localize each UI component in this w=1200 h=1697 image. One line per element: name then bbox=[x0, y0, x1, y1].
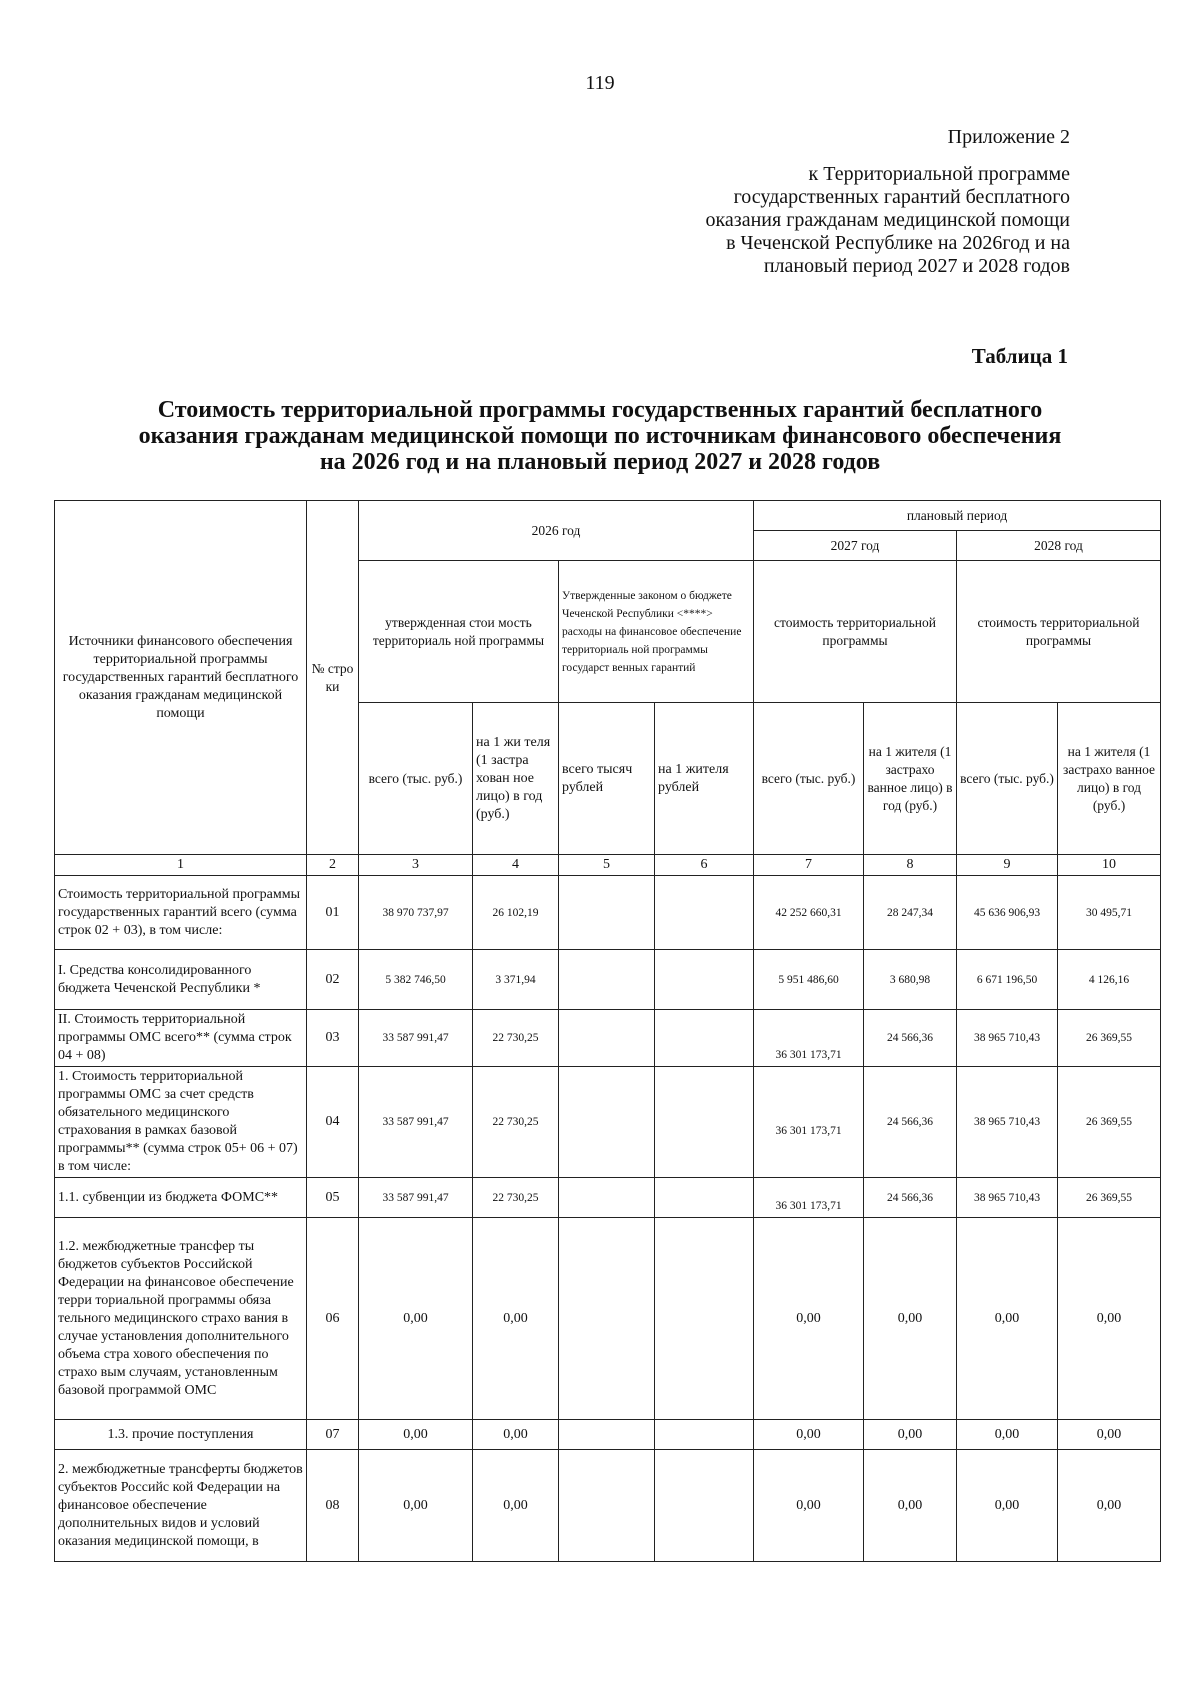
cell-value: 33 587 991,47 bbox=[359, 1010, 473, 1067]
cell-value: 38 965 710,43 bbox=[957, 1010, 1058, 1067]
cell-value bbox=[559, 1067, 655, 1178]
cell-value: 0,00 bbox=[957, 1450, 1058, 1562]
table-row bbox=[55, 876, 1161, 950]
cell-value bbox=[655, 1420, 754, 1450]
table-row bbox=[55, 1218, 1161, 1420]
cell-value bbox=[655, 1178, 754, 1218]
column-index: 10 bbox=[1058, 855, 1161, 876]
header-cost-2028: стоимость территориальной программы bbox=[957, 561, 1161, 703]
row-name: I. Средства консолидированного бюджета Чеченской Республики * bbox=[55, 950, 307, 1010]
row-name: 1. Стоимость территориальной программы ОМС за счет средств обязательного медицинского страхования в рамках базовой программы** (сумма строк 05+ 06 + 07) в том числе: bbox=[55, 1067, 307, 1178]
cell-value: 26 102,19 bbox=[473, 876, 559, 950]
cell-value bbox=[655, 950, 754, 1010]
cell-value: 26 369,55 bbox=[1058, 1010, 1161, 1067]
header-source: Источники финансового обеспечения территориальной программы государственных гарантий бесплатного оказания гражданам медицинской помощи bbox=[55, 501, 307, 855]
cell-value: 0,00 bbox=[473, 1420, 559, 1450]
row-name: II. Стоимость территориальной программы ОМС всего** (сумма строк 04 + 08) bbox=[55, 1010, 307, 1067]
cell-value: 0,00 bbox=[1058, 1450, 1161, 1562]
cell-value bbox=[559, 1420, 655, 1450]
row-name: Стоимость территориальной программы государственных гарантий всего (сумма строк 02 + 03), в том числе: bbox=[55, 876, 307, 950]
cell-value: 38 965 710,43 bbox=[957, 1178, 1058, 1218]
cell-value: 22 730,25 bbox=[473, 1178, 559, 1218]
row-code: 06 bbox=[307, 1218, 359, 1420]
cost-table bbox=[54, 500, 1161, 1562]
table-row bbox=[55, 1010, 1161, 1067]
cell-value: 22 730,25 bbox=[473, 1010, 559, 1067]
header-per-insured-2026: на 1 жи теля (1 застра хован ное лицо) в год (руб.) bbox=[473, 703, 559, 855]
row-code: 07 bbox=[307, 1420, 359, 1450]
cell-value: 0,00 bbox=[754, 1420, 864, 1450]
cell-value: 24 566,36 bbox=[864, 1010, 957, 1067]
cell-value bbox=[559, 1010, 655, 1067]
header-year-2027: 2027 год bbox=[754, 531, 957, 561]
header-per-insured-2027: на 1 жителя (1 застрахо ванное лицо) в год (руб.) bbox=[864, 703, 957, 855]
row-name: 1.3. прочие поступления bbox=[55, 1420, 307, 1450]
header-planned-period: плановый период bbox=[754, 501, 1161, 531]
row-name: 1.1. субвенции из бюджета ФОМС** bbox=[55, 1178, 307, 1218]
cell-value: 38 965 710,43 bbox=[957, 1067, 1058, 1178]
document-title: Стоимость территориальной программы государственных гарантий бесплатного оказания гражданам медицинской помощи по источникам финансового обеспечения на 2026 год и на плановый период 2027 и 2028 годов bbox=[138, 397, 1062, 475]
cell-value: 22 730,25 bbox=[473, 1067, 559, 1178]
cell-value: 33 587 991,47 bbox=[359, 1067, 473, 1178]
row-code: 05 bbox=[307, 1178, 359, 1218]
cell-value: 30 495,71 bbox=[1058, 876, 1161, 950]
cell-value bbox=[655, 876, 754, 950]
header-total-2027: всего (тыс. руб.) bbox=[754, 703, 864, 855]
header-per-resident: на 1 жителя рублей bbox=[655, 703, 754, 855]
cell-value: 33 587 991,47 bbox=[359, 1178, 473, 1218]
cell-value: 0,00 bbox=[359, 1218, 473, 1420]
cell-value: 0,00 bbox=[754, 1218, 864, 1420]
cell-value: 38 970 737,97 bbox=[359, 876, 473, 950]
row-code: 01 bbox=[307, 876, 359, 950]
appendix-label: Приложение 2 bbox=[947, 126, 1070, 148]
row-code: 04 bbox=[307, 1067, 359, 1178]
row-code: 03 bbox=[307, 1010, 359, 1067]
row-code: 08 bbox=[307, 1450, 359, 1562]
cell-value: 0,00 bbox=[864, 1450, 957, 1562]
cell-value: 0,00 bbox=[1058, 1218, 1161, 1420]
header-approved-by-law: Утвержденные законом о бюджете Чеченской Республики <****> расходы на финансовое обеспечение территориаль ной программы государст венных гарантий bbox=[559, 561, 754, 703]
cell-value: 0,00 bbox=[957, 1218, 1058, 1420]
table-row bbox=[55, 1178, 1161, 1218]
cell-value: 0,00 bbox=[754, 1450, 864, 1562]
cell-value bbox=[559, 1218, 655, 1420]
column-index: 5 bbox=[559, 855, 655, 876]
table-row bbox=[55, 1420, 1161, 1450]
cell-value: 45 636 906,93 bbox=[957, 876, 1058, 950]
header-per-insured-2028: на 1 жителя (1 застрахо ванное лицо) в год (руб.) bbox=[1058, 703, 1161, 855]
cell-value: 0,00 bbox=[359, 1450, 473, 1562]
cell-value: 24 566,36 bbox=[864, 1067, 957, 1178]
table-row bbox=[55, 950, 1161, 1010]
column-index: 6 bbox=[655, 855, 754, 876]
cell-value: 36 301 173,71 bbox=[754, 1010, 864, 1067]
cell-value: 0,00 bbox=[359, 1420, 473, 1450]
header-total-thousand: всего тысяч рублей bbox=[559, 703, 655, 855]
table-row bbox=[55, 1067, 1161, 1178]
cell-value: 4 126,16 bbox=[1058, 950, 1161, 1010]
cell-value bbox=[559, 1450, 655, 1562]
header-approved-cost: утвержденная стои мость территориаль ной программы bbox=[359, 561, 559, 703]
row-code: 02 bbox=[307, 950, 359, 1010]
column-index: 3 bbox=[359, 855, 473, 876]
cell-value bbox=[559, 1178, 655, 1218]
page-number: 119 bbox=[585, 72, 615, 94]
cell-value: 0,00 bbox=[473, 1450, 559, 1562]
cell-value: 42 252 660,31 bbox=[754, 876, 864, 950]
header-year-2028: 2028 год bbox=[957, 531, 1161, 561]
header-line-no: № стро ки bbox=[307, 501, 359, 855]
cell-value: 36 301 173,71 bbox=[754, 1067, 864, 1178]
cell-value: 5 382 746,50 bbox=[359, 950, 473, 1010]
cell-value: 0,00 bbox=[864, 1218, 957, 1420]
cell-value: 0,00 bbox=[1058, 1420, 1161, 1450]
column-index: 9 bbox=[957, 855, 1058, 876]
cell-value: 0,00 bbox=[957, 1420, 1058, 1450]
cell-value: 28 247,34 bbox=[864, 876, 957, 950]
column-index-row bbox=[55, 855, 1161, 876]
table-label: Таблица 1 bbox=[971, 344, 1068, 368]
cell-value: 0,00 bbox=[864, 1420, 957, 1450]
row-name: 2. межбюджетные трансферты бюджетов субъектов Российс кой Федерации на финансовое обеспечение дополнительных видов и условий оказания медицинской помощи, в bbox=[55, 1450, 307, 1562]
cell-value bbox=[655, 1067, 754, 1178]
cell-value bbox=[559, 950, 655, 1010]
column-index: 4 bbox=[473, 855, 559, 876]
column-index: 7 bbox=[754, 855, 864, 876]
header-year-2026: 2026 год bbox=[359, 501, 754, 561]
header-total-2026: всего (тыс. руб.) bbox=[359, 703, 473, 855]
cell-value: 24 566,36 bbox=[864, 1178, 957, 1218]
column-index: 2 bbox=[307, 855, 359, 876]
cell-value: 26 369,55 bbox=[1058, 1067, 1161, 1178]
cell-value bbox=[559, 876, 655, 950]
cell-value bbox=[655, 1010, 754, 1067]
cell-value bbox=[655, 1218, 754, 1420]
cell-value: 3 680,98 bbox=[864, 950, 957, 1010]
cell-value: 26 369,55 bbox=[1058, 1178, 1161, 1218]
cell-value bbox=[655, 1450, 754, 1562]
cell-value: 5 951 486,60 bbox=[754, 950, 864, 1010]
column-index: 1 bbox=[55, 855, 307, 876]
cell-value: 3 371,94 bbox=[473, 950, 559, 1010]
row-name: 1.2. межбюджетные трансфер ты бюджетов субъектов Российской Федерации на финансовое обеспечение терри ториальной программы обяза тельного медицинского страхо вания в случае установления дополнительного объема стра хового обеспечения по страхо вым случаям, установленным базовой программой ОМС bbox=[55, 1218, 307, 1420]
header-cost-2027: стоимость территориальной программы bbox=[754, 561, 957, 703]
header-total-2028: всего (тыс. руб.) bbox=[957, 703, 1058, 855]
appendix-subtitle: к Территориальной программе государственных гарантий бесплатного оказания гражданам медицинской помощи в Чеченской Республике на 2026год и на плановый период 2027 и 2028 годов bbox=[705, 163, 1070, 277]
column-index: 8 bbox=[864, 855, 957, 876]
table-row bbox=[55, 1450, 1161, 1562]
cell-value: 6 671 196,50 bbox=[957, 950, 1058, 1010]
cell-value: 36 301 173,71 bbox=[754, 1178, 864, 1218]
cell-value: 0,00 bbox=[473, 1218, 559, 1420]
